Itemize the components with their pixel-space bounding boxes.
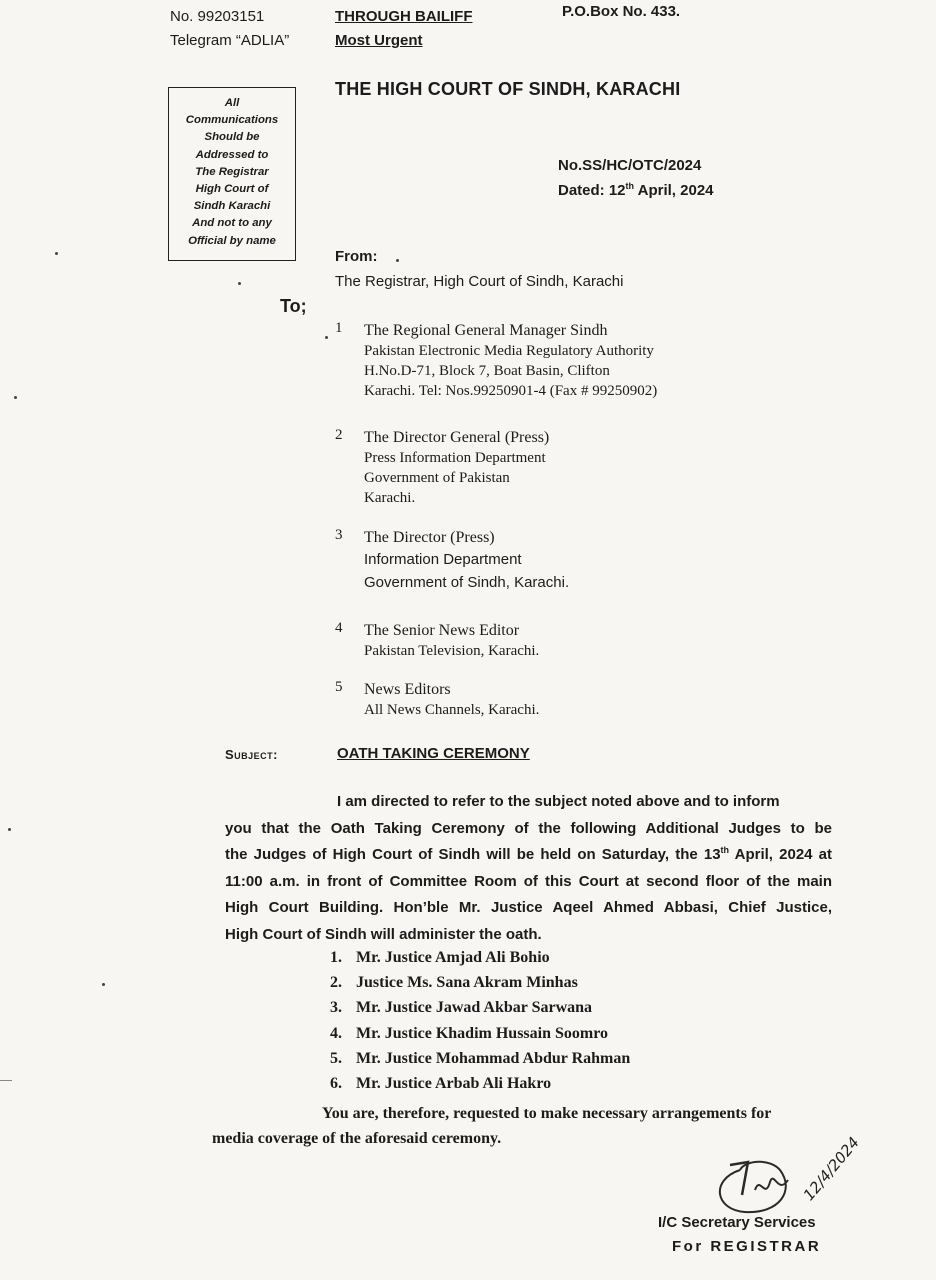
- reference-date: Dated: 12th April, 2024: [558, 181, 714, 199]
- comm-line: And not to any: [192, 217, 272, 230]
- signature-date: 12/4/2024: [799, 1133, 863, 1205]
- po-box: P.O.Box No. 433.: [562, 3, 681, 20]
- handwritten-signature: [700, 1133, 863, 1220]
- recipient-line: The Regional General Manager Sindh: [364, 322, 608, 339]
- telegram: Telegram “ADLIA”: [170, 32, 290, 49]
- recipient-number: 2: [335, 427, 343, 443]
- judges-list: [330, 945, 630, 1096]
- urgency-label: Most Urgent: [335, 32, 423, 49]
- signature-loop: [720, 1162, 786, 1212]
- margin-mark: [0, 1080, 12, 1081]
- from-sender: The Registrar, High Court of Sindh, Karachi: [335, 273, 624, 290]
- from-label: From:: [335, 248, 378, 265]
- recipient-line: Pakistan Television, Karachi.: [364, 643, 540, 659]
- signature-stroke: [730, 1162, 748, 1195]
- scan-speck: [55, 252, 58, 255]
- recipient-line: Karachi. Tel: Nos.99250901-4 (Fax # 99250902): [364, 383, 658, 399]
- recipient-line: H.No.D-71, Block 7, Boat Basin, Clifton: [364, 363, 610, 379]
- judge-item: 4. Mr. Justice Khadim Hussain Soomro: [330, 1024, 609, 1042]
- comm-line: Should be: [204, 131, 260, 144]
- recipient-line: The Director (Press): [364, 529, 495, 546]
- subject-label: Subject:: [225, 747, 279, 762]
- comm-line: High Court of: [195, 183, 269, 196]
- comm-line: Communications: [185, 114, 279, 127]
- scan-speck: [14, 396, 17, 399]
- scan-speck: [238, 282, 241, 285]
- recipient-line: Government of Sindh, Karachi.: [364, 574, 570, 591]
- judge-item: 1. Mr. Justice Amjad Ali Bohio: [330, 949, 550, 966]
- recipient-number: 3: [335, 527, 343, 543]
- comm-line: All: [224, 97, 240, 109]
- reference-number: No.SS/HC/OTC/2024: [558, 157, 702, 174]
- comm-line: Sindh Karachi: [193, 200, 271, 213]
- recipient-number: 5: [335, 679, 343, 695]
- recipient-line: Pakistan Electronic Media Regulatory Authority: [364, 343, 654, 359]
- recipient-number: 4: [335, 620, 343, 636]
- recipient-line: All News Channels, Karachi.: [364, 702, 540, 718]
- reference-block: [558, 153, 714, 203]
- recipient-line: The Director General (Press): [364, 429, 550, 446]
- judge-item: 3. Mr. Justice Jawad Akbar Sarwana: [330, 999, 593, 1017]
- body-line: I am directed to refer to the subject noted above and to inform: [337, 793, 780, 810]
- comm-line: The Registrar: [195, 165, 269, 178]
- body-line: High Court of Sindh will administer the oath.: [225, 925, 542, 943]
- scan-speck: [396, 259, 399, 262]
- scan-speck: [8, 828, 11, 831]
- recipient-line: Information Department: [364, 551, 522, 568]
- judge-item: 6. Mr. Justice Arbab Ali Hakro: [330, 1075, 552, 1093]
- header-left: [170, 5, 289, 53]
- comm-line: Addressed to: [195, 148, 269, 161]
- recipient-number: 1: [335, 320, 343, 336]
- recipient-line: Government of Pakistan: [364, 470, 510, 486]
- closing-line: You are, therefore, requested to make necessary arrangements for: [322, 1105, 772, 1122]
- signature-scribble: [755, 1179, 788, 1190]
- signatory-registrar: For REGISTRAR: [672, 1238, 822, 1255]
- body-paragraph: [225, 789, 832, 949]
- judge-item: 5. Mr. Justice Mohammad Abdur Rahman: [330, 1049, 631, 1067]
- delivery-method: THROUGH BAILIFF: [335, 8, 473, 25]
- communications-notice-box: [168, 87, 296, 261]
- scan-speck: [102, 983, 105, 986]
- subject-text: OATH TAKING CEREMONY: [337, 745, 530, 762]
- recipient-line: Press Information Department: [364, 450, 546, 466]
- comm-line: Official by name: [188, 234, 276, 247]
- recipient-line: The Senior News Editor: [364, 622, 520, 639]
- to-label: To;: [280, 296, 307, 316]
- body-line: 11:00 a.m. in front of Committee Room of this Court at second floor of the main: [225, 872, 832, 890]
- closing-line: media coverage of the aforesaid ceremony.: [212, 1130, 502, 1147]
- judge-item: 2. Justice Ms. Sana Akram Minhas: [330, 974, 578, 992]
- body-line: the Judges of High Court of Sindh will be held on Saturday, the 13th April, 2024 at: [225, 845, 832, 864]
- recipient-line: News Editors: [364, 681, 451, 698]
- from-block: [335, 244, 623, 294]
- recipient-line: Karachi.: [364, 490, 416, 506]
- signatory-title: I/C Secretary Services: [658, 1214, 816, 1231]
- scan-speck: [325, 336, 328, 339]
- header-middle: [335, 5, 472, 53]
- court-title: THE HIGH COURT OF SINDH, KARACHI: [335, 79, 681, 99]
- body-line: High Court Building. Hon’ble Mr. Justice Aqeel Ahmed Abbasi, Chief Justice,: [225, 899, 832, 917]
- body-line: you that the Oath Taking Ceremony of the following Additional Judges to be: [225, 819, 832, 837]
- phone-number: No. 99203151: [170, 8, 265, 25]
